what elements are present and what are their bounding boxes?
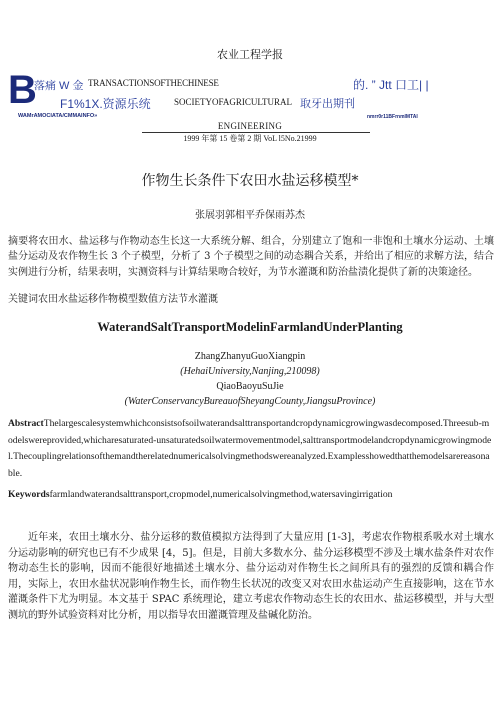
keywords-english: [8, 487, 494, 504]
authors-english-2: QiaoBaoyuSuJie: [216, 381, 284, 392]
issue-info: 1999 年第 15 卷第 2 期 VoL l5No.21999: [183, 134, 317, 143]
masthead-line3-left: WAMrAMOCIATA/CMMAINFO»: [18, 113, 98, 119]
affiliation-english-1: (HehaiUniversity,Nanjing,210098): [180, 366, 320, 377]
masthead-line1-right: 的. ” Jtt 口工| |: [353, 78, 429, 92]
journal-name: 农业工程学报: [217, 48, 283, 61]
abstract-english: [8, 416, 494, 482]
abstract-label: Abstract: [8, 418, 44, 429]
authors-english-1: ZhangZhanyuGuoXiangpin: [194, 351, 306, 362]
masthead-line1-chinese: 落痛 W 金: [34, 80, 84, 92]
keywords-chinese: 关键词农田水盐运移作物模型数值方法节水灌溉: [8, 294, 218, 305]
masthead-engineering: ENGINEERING: [217, 121, 283, 131]
introduction-paragraph: 近年来，农田土壤水分、盐分运移的数值模拟方法得到了大量应用 [1-3]，考虑农作物根系吸水对土壤水分运动影响的研究也已有不少成果 [4，5]。但是，目前大多数水分、盐分运移模型不涉及土壤水盐条件对农作物动态生长的影响，因而不能很好地描述土壤水分、盐分运动对作物生长之间所具有的强烈的反馈和耦合作用，实际上，农田水盐状况影响作物生长，而作物生长状况的改变又对农田水盐运动产生直接影响，这在节水灌溉条件下尤为明显。本文基于 SPAC 系统理论，建立考虑农作物动态生长的农田水、盐运移模型，并与大型测坑的野外试验资料对比分析，用以指导农田灌溉管理及盐碱化防治。: [8, 532, 494, 621]
keywords-label: Keywords: [8, 489, 50, 500]
abstract-english-text: Thelargescalesystemwhichconsistsofsoilwaterandsalttransportandcropdynamicgrowingwasdecomposed.Threesub-modelswereprovided,whicharesaturated-unsaturatedsoilwatermovementmodel,salttransportmodelandcropdynamicgrowingmodel.Thecouplingrelationsofthemandtherelatednumericalsolvingmethodswereanalyzed.Examplesshowedthatthemodelsarereasonable.: [8, 418, 492, 479]
abstract-chinese: 摘要将农田水、盐运移与作物动态生长这一大系统分解、组合，分别建立了饱和一非饱和土壤水分运动、土壤盐分运动及农作物生长 3 个子模型，分析了 3 个子模型之间的动态耦合关系，并给出了相应的求解方法，结合实例进行分析，结果表明，实测资料与计算结果吻合较好，为节水灌溉和防治盐渍化提供了新的决策途径。: [8, 236, 494, 278]
masthead-line2-english: SOCIETYOFAGRICULTURAL: [174, 97, 293, 107]
masthead-line2-right: 取牙出期刊: [300, 98, 355, 110]
masthead-line3-right: nmrr0r11BFrnmlMTAI: [367, 114, 418, 120]
paper-title-english: WaterandSaltTransportModelinFarmlandUnderPlanting: [97, 320, 403, 334]
masthead-line2-left: F1%1X.资源乐统: [60, 97, 151, 111]
masthead-line1-english: TRANSACTIONSOFTHECHINESE: [88, 78, 219, 88]
journal-logo: B: [8, 68, 37, 112]
keywords-english-text: farmlandwaterandsalttransport,cropmodel,numericalsolvingmethod,watersavingirrigation: [49, 489, 393, 500]
affiliation-english-2: (WaterConservancyBureauofSheyangCounty,JiangsuProvince): [124, 396, 376, 407]
authors: 张展羽郭相平乔保雨苏杰: [195, 210, 305, 221]
paper-title: 作物生长条件下农田水盐运移模型*: [141, 173, 359, 189]
